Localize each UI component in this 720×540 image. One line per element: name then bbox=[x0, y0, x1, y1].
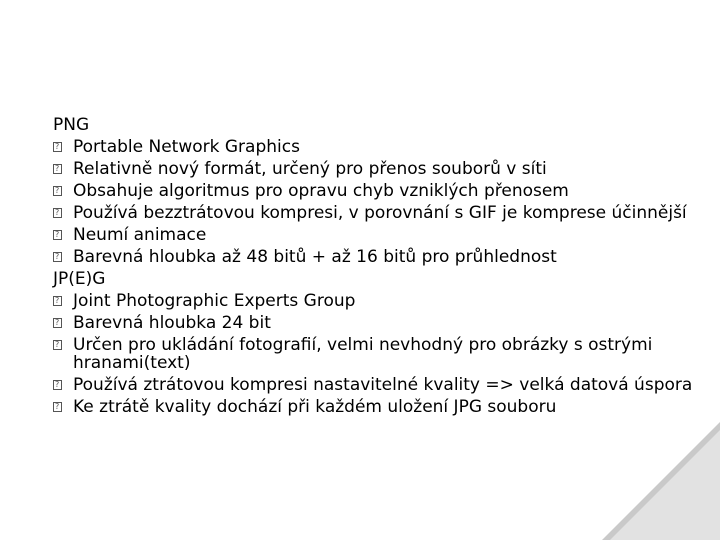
bullet-box-icon bbox=[53, 208, 62, 218]
bullet-text: Používá bezztrátovou kompresi, v porovnání s GIF je komprese účinnější bbox=[73, 203, 687, 223]
bullet-text: Neumí animace bbox=[73, 225, 207, 245]
bullet-box-icon bbox=[53, 164, 62, 174]
bullet-item bbox=[53, 180, 693, 202]
bullet-text: Ke ztrátě kvality dochází při každém uložení JPG souboru bbox=[73, 397, 557, 417]
bullet-text: Relativně nový formát, určený pro přenos souborů v síti bbox=[73, 159, 547, 179]
bullet-item bbox=[53, 334, 693, 374]
bullet-box-icon bbox=[53, 296, 62, 306]
bullet-box-icon bbox=[53, 230, 62, 240]
png-bullet-list bbox=[53, 136, 693, 268]
bullet-box-icon bbox=[53, 340, 62, 350]
bullet-text: Portable Network Graphics bbox=[73, 137, 300, 157]
bullet-text: Používá ztrátovou kompresi nastavitelné kvality => velká datová úspora bbox=[73, 375, 693, 395]
bullet-item bbox=[53, 136, 693, 158]
slide-body bbox=[53, 114, 693, 418]
bullet-item bbox=[53, 224, 693, 246]
bullet-box-icon bbox=[53, 252, 62, 262]
bullet-box-icon bbox=[53, 402, 62, 412]
page-curl-fold bbox=[610, 430, 720, 540]
bullet-item bbox=[53, 202, 693, 224]
bullet-item bbox=[53, 290, 693, 312]
bullet-text: Barevná hloubka 24 bit bbox=[73, 313, 271, 333]
bullet-box-icon bbox=[53, 142, 62, 152]
bullet-box-icon bbox=[53, 186, 62, 196]
bullet-item bbox=[53, 374, 693, 396]
bullet-item bbox=[53, 396, 693, 418]
jpeg-bullet-list bbox=[53, 290, 693, 418]
bullet-item bbox=[53, 158, 693, 180]
section-heading-jpeg: JP(E)G bbox=[53, 269, 106, 289]
bullet-text: Obsahuje algoritmus pro opravu chyb vzniklých přenosem bbox=[73, 181, 569, 201]
bullet-text: Joint Photographic Experts Group bbox=[73, 291, 356, 311]
bullet-item bbox=[53, 246, 693, 268]
bullet-text: Určen pro ukládání fotografií, velmi nevhodný pro obrázky s ostrými hranami(text) bbox=[73, 335, 653, 373]
bullet-box-icon bbox=[53, 380, 62, 390]
section-heading-png: PNG bbox=[53, 115, 90, 135]
bullet-item bbox=[53, 312, 693, 334]
bullet-box-icon bbox=[53, 318, 62, 328]
bullet-text: Barevná hloubka až 48 bitů + až 16 bitů pro průhlednost bbox=[73, 247, 557, 267]
